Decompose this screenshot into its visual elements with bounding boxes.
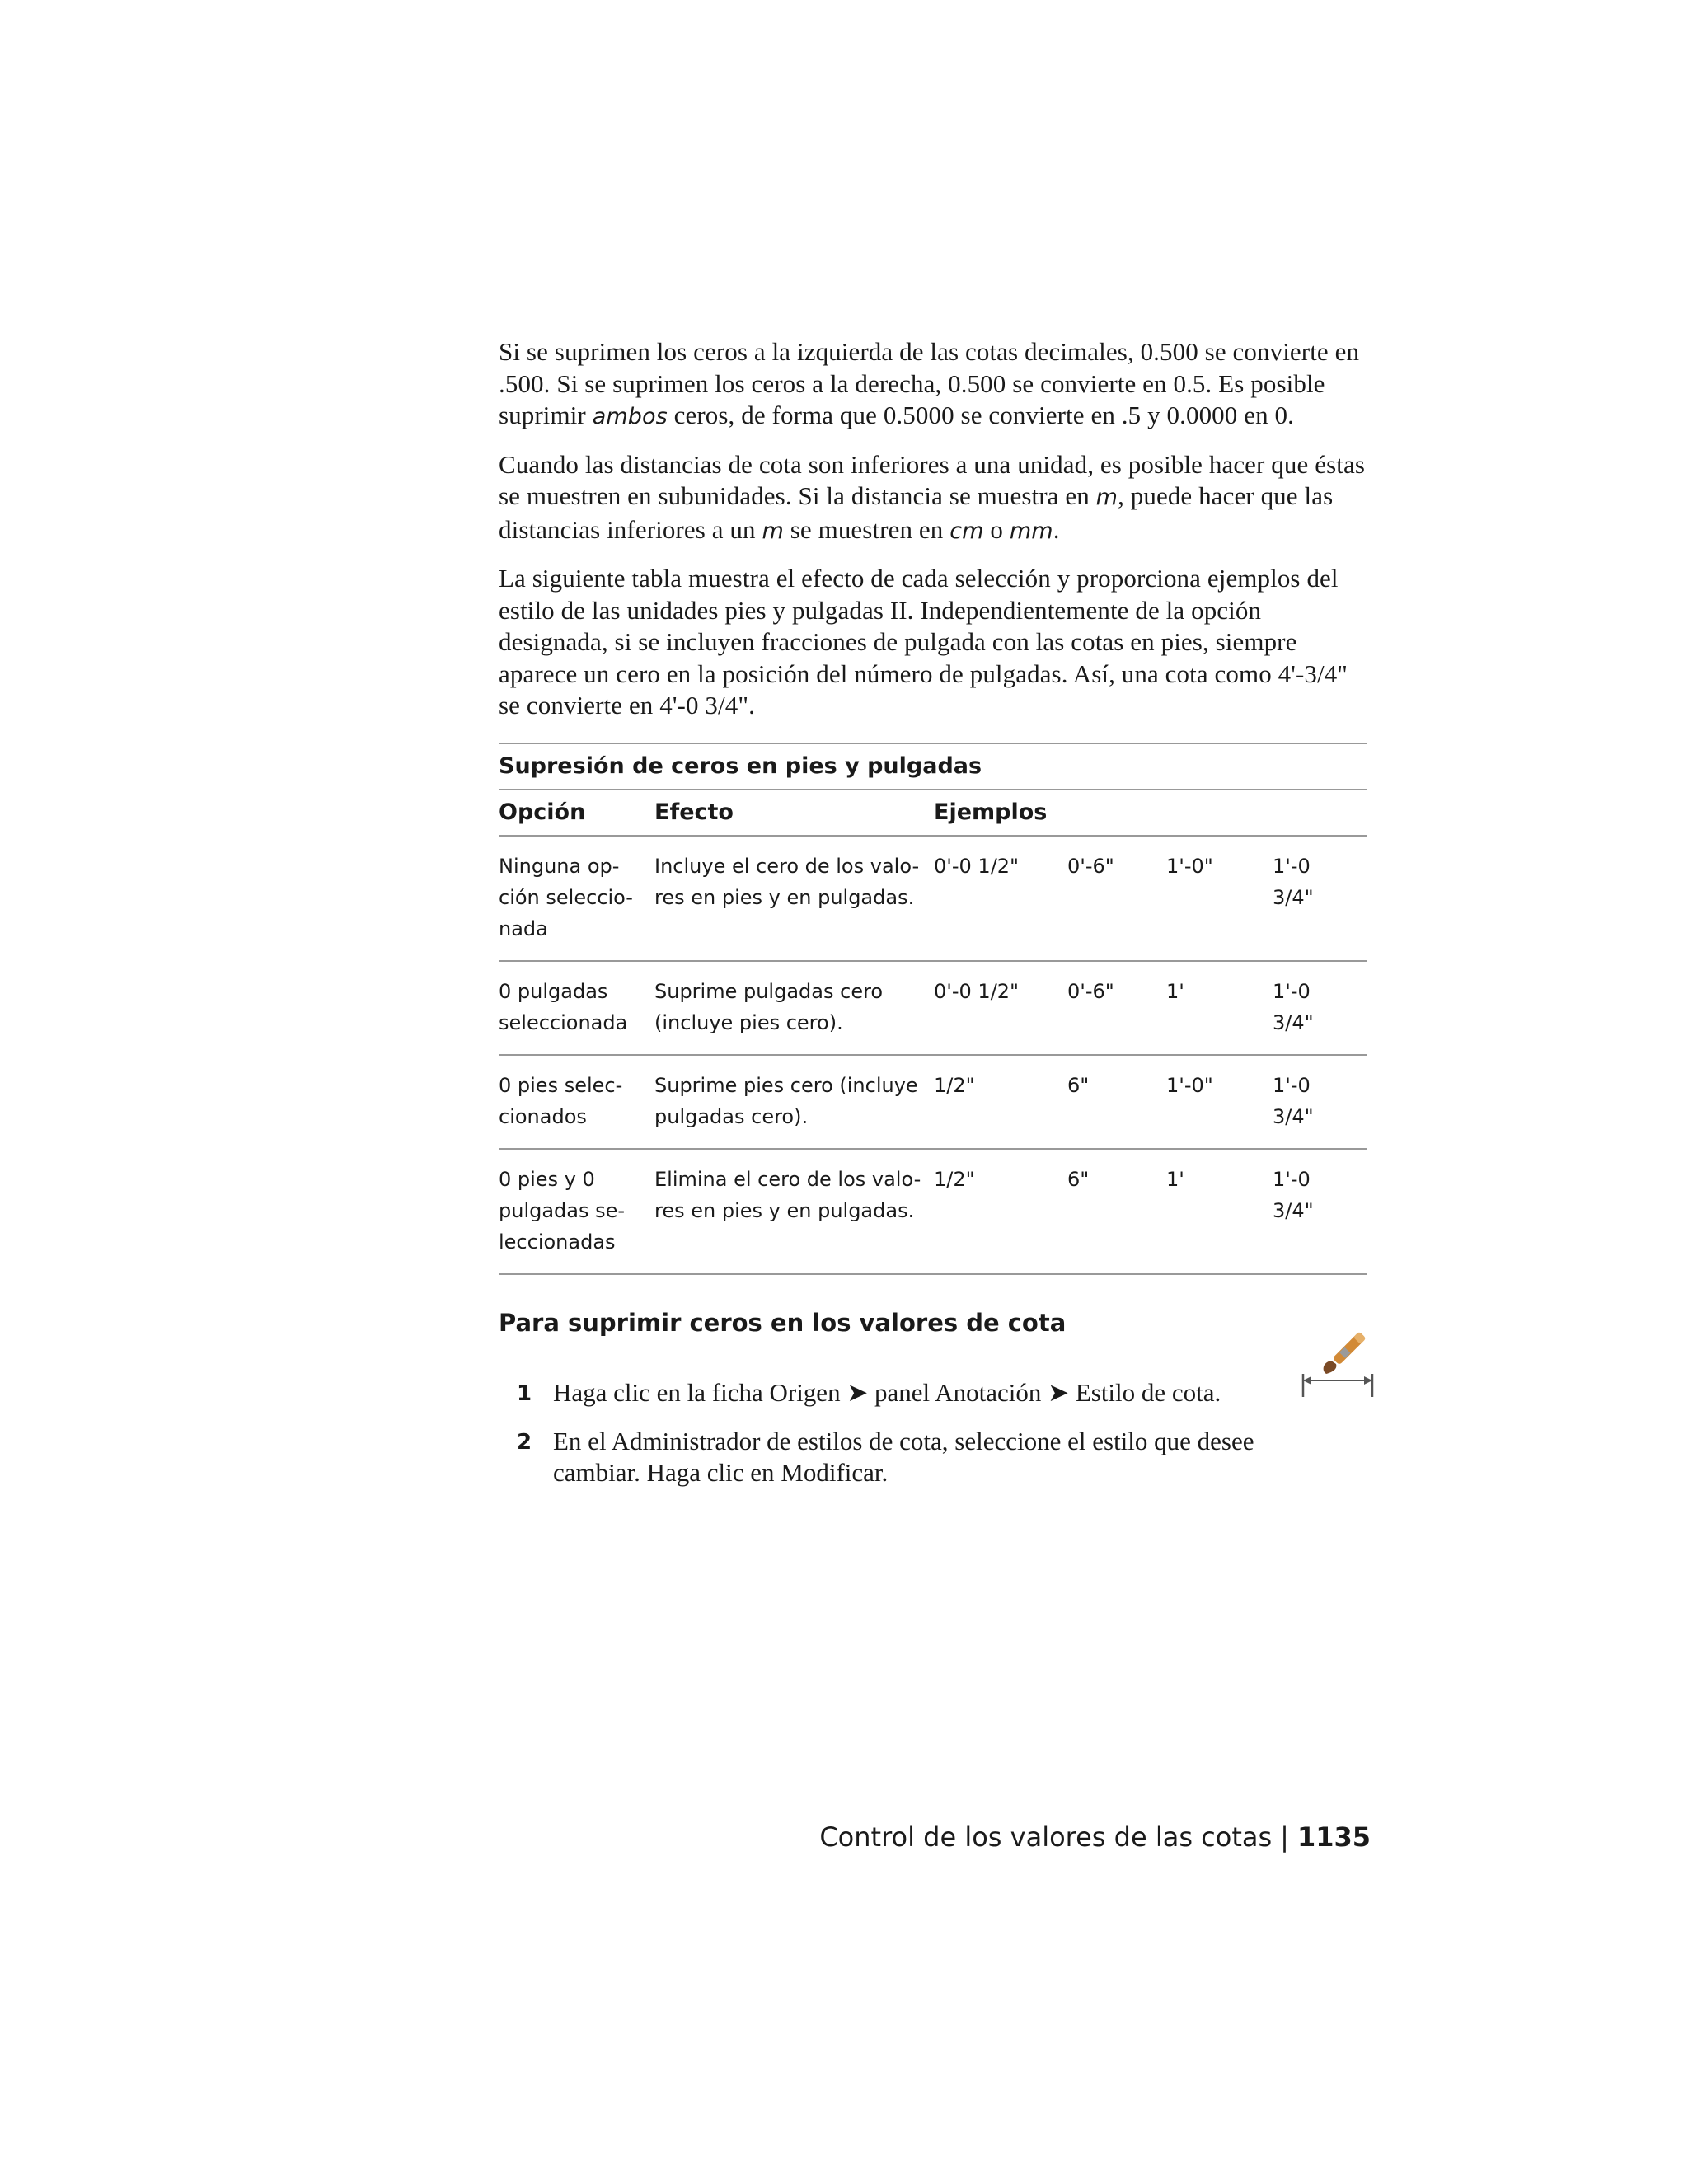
cell-option: 0 pies y 0 pulgadas se- leccionadas: [499, 1167, 626, 1254]
step-number: 1: [517, 1380, 532, 1406]
dimension-style-icon: [1298, 1324, 1377, 1399]
step-number: 2: [517, 1429, 532, 1455]
emphasis-text: ambos: [592, 404, 668, 429]
paragraph-text: ceros, de forma que 0.5000 se convierte en .5 y 0.0000 en 0.: [667, 401, 1294, 429]
cell-effect: Elimina el cero de los valo- res en pies y en pulgadas.: [654, 1167, 921, 1222]
paragraph-text: o: [983, 514, 1010, 544]
emphasis-text: cm: [950, 518, 984, 544]
procedure-step: [499, 1377, 1371, 1410]
footer-separator: |: [1280, 1821, 1289, 1853]
cell-example: 1'-0 3/4": [1273, 1073, 1314, 1128]
procedure-step: [499, 1426, 1371, 1489]
emphasis-text: mm: [1009, 518, 1053, 544]
table-row: [499, 960, 1367, 1054]
table-row: [499, 1148, 1367, 1273]
paragraph-text: Si se suprimen los ceros a la izquierda de las cotas decimales, 0.500 se convierte en .500. Si se suprimen los ceros a la derecha, 0.500 se convierte en 0.5. Es posible suprimir: [499, 337, 1360, 429]
cell-example: 0'-6": [1067, 854, 1114, 878]
paragraph-text: se muestren en: [783, 514, 950, 544]
cell-example: 1': [1166, 979, 1184, 1003]
emphasis-text: m: [762, 518, 784, 544]
cell-example: 1'-0 3/4": [1273, 854, 1314, 909]
zero-suppression-table: [499, 743, 1367, 1275]
header-effect: Efecto: [654, 799, 734, 825]
cell-example: 6": [1067, 1167, 1090, 1191]
cell-option: 0 pies selec- cionados: [499, 1073, 623, 1128]
table-row: [499, 837, 1367, 960]
procedure-heading: Para suprimir ceros en los valores de cota: [499, 1308, 1067, 1337]
cell-example: 1': [1166, 1167, 1184, 1191]
cell-example: 1'-0 3/4": [1273, 979, 1314, 1034]
header-examples: Ejemplos: [934, 799, 1048, 825]
paragraph-zero-suppression: [499, 336, 1371, 434]
cell-example: 0'-6": [1067, 979, 1114, 1003]
cell-option: 0 pulgadas seleccionada: [499, 979, 628, 1034]
cell-example: 0'-0 1/2": [934, 854, 1020, 878]
procedure-steps: [499, 1377, 1371, 1489]
step-text: Haga clic en la ficha Origen ➤ panel Anotación ➤ Estilo de cota.: [553, 1377, 1221, 1407]
emphasis-text: m: [1095, 485, 1118, 510]
cell-example: 1'-0 3/4": [1273, 1167, 1314, 1222]
paragraph-text: Cuando las distancias de cota son inferiores a una unidad, es posible hacer que éstas se muestren en subunidades. Si la distancia se muestra en: [499, 449, 1365, 510]
cell-effect: Suprime pulgadas cero (incluye pies cero).: [654, 979, 884, 1034]
paragraph-text: .: [1053, 514, 1060, 544]
table-header-row: [499, 790, 1367, 837]
step-text: En el Administrador de estilos de cota, seleccione el estilo que desee cambiar. Haga clic en Modificar.: [553, 1426, 1254, 1487]
cell-example: 1'-0": [1166, 854, 1213, 878]
table-title: Supresión de ceros en pies y pulgadas: [499, 744, 1367, 790]
page-footer: [819, 1821, 1371, 1853]
page-content: [499, 336, 1371, 1505]
cell-example: 1/2": [934, 1167, 975, 1191]
paragraph-table-intro: La siguiente tabla muestra el efecto de cada selección y proporciona ejemplos del estilo de las unidades pies y pulgadas II. Independientemente de la opción designada, si se incluyen fracciones de pulgada con las cotas en pies, siempre aparece un cero en la posición del número de pulgadas. Así, una cota como 4'-3/4" se convierte en 4'-0 3/4".: [499, 564, 1348, 719]
footer-section-title: Control de los valores de las cotas: [819, 1821, 1273, 1853]
cell-effect: Suprime pies cero (incluye pulgadas cero).: [654, 1073, 918, 1128]
page-number: 1135: [1296, 1821, 1371, 1853]
header-option: Opción: [499, 799, 586, 825]
cell-example: 6": [1067, 1073, 1090, 1097]
table-row: [499, 1054, 1367, 1148]
cell-effect: Incluye el cero de los valo- res en pies y en pulgadas.: [654, 854, 920, 909]
cell-example: 1'-0": [1166, 1073, 1213, 1097]
cell-option: Ninguna op- ción seleccio- nada: [499, 854, 633, 940]
cell-example: 1/2": [934, 1073, 975, 1097]
paragraph-subunits: [499, 449, 1371, 548]
cell-example: 0'-0 1/2": [934, 979, 1020, 1003]
paragraph-text: , puede hacer que las distancias inferiores a un: [499, 481, 1334, 544]
